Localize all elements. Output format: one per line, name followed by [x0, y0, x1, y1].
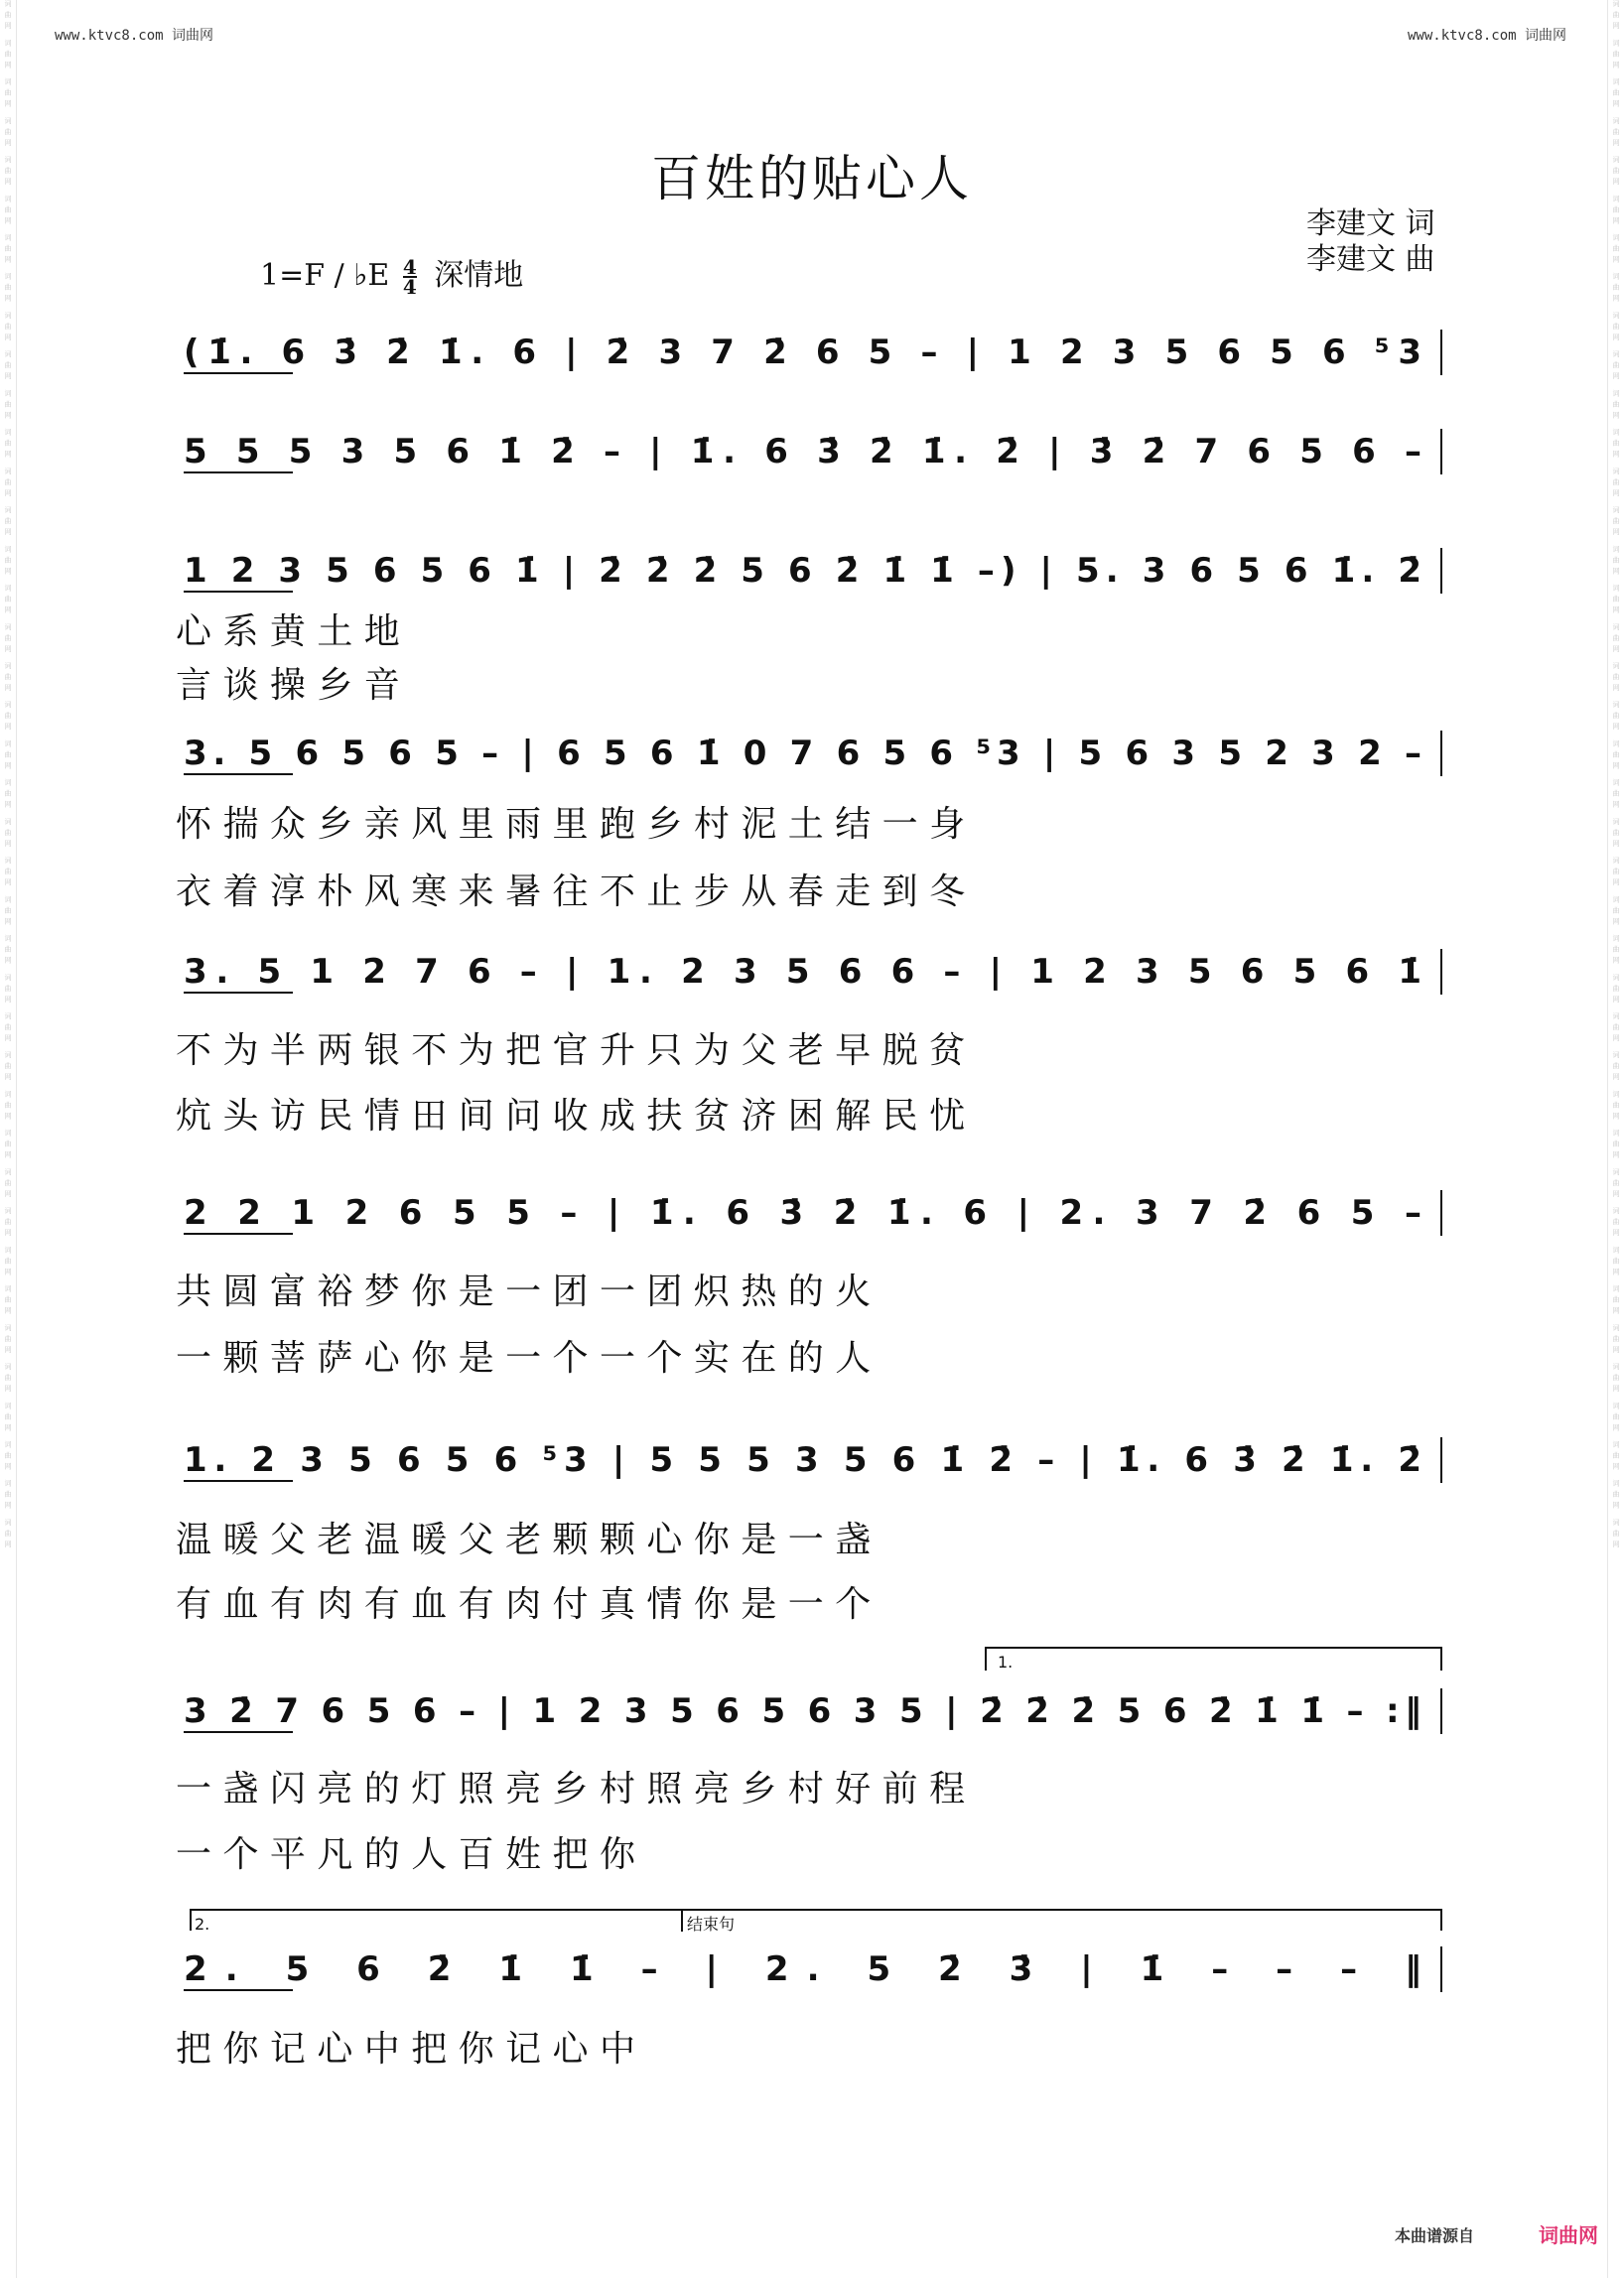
lyric-line: 一 个 平 凡 的 人 百 姓 把 你: [176, 1834, 635, 1875]
footer-brand: 词曲网: [1539, 2223, 1598, 2247]
time-signature-top: 4: [402, 255, 417, 279]
footer-source: 本曲谱源自: [1395, 2226, 1475, 2245]
volta-label-1: 1.: [998, 1653, 1014, 1672]
key-signature: 1=F / ♭E: [260, 258, 390, 293]
ending-label: 结束句: [687, 1915, 736, 1934]
notation-row: 3. 5 1 2 7 6 – | 1. 2 3 5 6 6 – | 1 2 3 5 6 5 6 1̇: [184, 952, 1421, 992]
site-watermark-right: www.ktvc8.com 词曲网: [1407, 28, 1566, 44]
lyric-line: 有 血 有 肉 有 血 有 肉 付 真 情 你 是 一 个: [176, 1584, 872, 1625]
notation-row: (1̇. 6 3̇ 2̇ 1̇. 6 | 2̇ 3 7 2̇ 6 5 – | 1 2 3 5 6 5 6 ⁵3: [184, 333, 1422, 372]
notation-row: 1. 2 3 5 6 5 6 ⁵3 | 5 5 5 3 5 6 1̇ 2̇ – | 1̇. 6 3̇ 2̇ 1̇. 2̇: [184, 1440, 1422, 1480]
lyric-line: 一 颗 菩 萨 心 你 是 一 个 一 个 实 在 的 人: [176, 1338, 872, 1379]
side-watermark-left: 词曲网 词曲网 词曲网 词曲网 词曲网 词曲网 词曲网 词曲网 词曲网 词曲网 词曲网 词曲网 词曲网 词曲网 词曲网 词曲网 词曲网 词曲网 词曲网 词曲网 词曲网 词曲网 词曲网 词曲网 词曲网 词曲网 词曲网 词曲网 词曲网 词曲网 词曲网 词曲网 词曲网 词曲网 词曲网 词曲网 词曲网 词曲网 词曲网 词曲网: [0, 0, 17, 2278]
song-title: 百姓的贴心人: [651, 150, 973, 207]
time-signature-bottom: 4: [402, 275, 417, 299]
notation-row: 1 2 3 5 6 5 6 1̇ | 2̇ 2̇ 2̇ 5 6 2̇ 1̇ 1̇ –) | 5. 3 6 5 6 1̇. 2̇: [184, 551, 1422, 591]
notation-row: 3. 5 6 5 6 5 – | 6 5 6 1̇ 0 7 6 5 6 ⁵3 | 5 6 3 5 2 3 2 –: [184, 734, 1421, 773]
lyric-line: 怀 揣 众 乡 亲 风 里 雨 里 跑 乡 村 泥 土 结 一 身: [176, 804, 966, 845]
lyric-line: 把 你 记 心 中 把 你 记 心 中: [176, 2029, 635, 2070]
notation-row: 5 5 5 3 5 6 1̇ 2̇ – | 1̇. 6 3̇ 2̇ 1̇. 2̇ | 3̇ 2̇ 7 6 5 6 –: [184, 432, 1421, 471]
lyric-line: 言 谈 操 乡 音: [176, 665, 400, 706]
lyric-line: 一 盏 闪 亮 的 灯 照 亮 乡 村 照 亮 乡 村 好 前 程: [176, 1769, 966, 1809]
notation-row: 2 2 1 2 6 5 5 – | 1̇. 6 3̇ 2̇ 1̇. 6 | 2. 3 7 2̇ 6 5 –: [184, 1193, 1422, 1233]
site-watermark-left: www.ktvc8.com 词曲网: [55, 28, 214, 44]
volta-label-2: 2.: [195, 1915, 210, 1934]
tempo-marking: 深情地: [434, 258, 524, 293]
lyric-line: 共 圆 富 裕 梦 你 是 一 团 一 团 炽 热 的 火: [176, 1272, 872, 1312]
volta-bracket-1: [986, 1648, 1441, 1671]
lyric-line: 炕 头 访 民 情 田 间 问 收 成 扶 贫 济 困 解 民 忧: [176, 1096, 966, 1137]
notation-row: 3 2̇ 7 6 5 6 – | 1 2 3 5 6 5 6 3 5 | 2̇ 2̇ 2̇ 5 6 2̇ 1̇ 1̇ – :‖: [184, 1691, 1421, 1731]
volta-bracket-2: [191, 1910, 1441, 1931]
lyric-line: 温 暖 父 老 温 暖 父 老 颗 颗 心 你 是 一 盏: [176, 1520, 872, 1560]
side-watermark-right: 词曲网 词曲网 词曲网 词曲网 词曲网 词曲网 词曲网 词曲网 词曲网 词曲网 词曲网 词曲网 词曲网 词曲网 词曲网 词曲网 词曲网 词曲网 词曲网 词曲网 词曲网 词曲网 词曲网 词曲网 词曲网 词曲网 词曲网 词曲网 词曲网 词曲网 词曲网 词曲网 词曲网 词曲网 词曲网 词曲网 词曲网 词曲网 词曲网 词曲网: [1607, 0, 1624, 2278]
lyricist-credit: 李建文 词: [1306, 206, 1435, 241]
lyric-line: 心 系 黄 土 地: [176, 611, 400, 652]
notation-row: 2. 5 6 2̇ 1̇ 1̇ – | 2. 5 2̇ 3̇ | 1̇ – – – ‖: [184, 1949, 1421, 1989]
lyric-line: 衣 着 淳 朴 风 寒 来 暑 往 不 止 步 从 春 走 到 冬: [176, 871, 966, 912]
lyric-line: 不 为 半 两 银 不 为 把 官 升 只 为 父 老 早 脱 贫: [176, 1030, 966, 1071]
composer-credit: 李建文 曲: [1306, 242, 1435, 277]
